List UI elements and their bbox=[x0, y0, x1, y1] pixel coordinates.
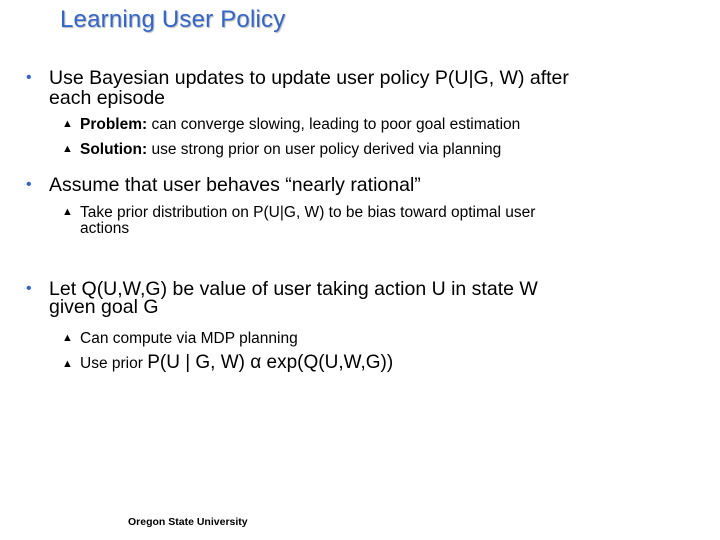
bullet-1 bbox=[26, 67, 569, 109]
bullet-dot-icon: • bbox=[26, 176, 32, 193]
sub-bullet-3-2 bbox=[62, 352, 394, 373]
sub-bullet-2-1-line1: Take prior distribution on P(U|G, W) to be bias toward optimal user bbox=[80, 204, 536, 221]
footer-university: Oregon State University bbox=[128, 516, 248, 528]
prior-formula: P(U | G, W) α exp(Q(U,W,G)) bbox=[147, 352, 394, 373]
sub-bullet-3-1 bbox=[62, 330, 298, 347]
triangle-up-icon: ▲ bbox=[62, 206, 73, 218]
bullet-dot-icon: • bbox=[26, 69, 32, 86]
sub-bullet-1-2-bold: Solution: bbox=[80, 141, 148, 158]
sub-bullet-1-2-text: use strong prior on user policy derived via planning bbox=[147, 141, 502, 158]
bullet-3 bbox=[26, 278, 538, 318]
sub-bullet-1-2 bbox=[62, 141, 502, 158]
bullet-3-line2: given goal G bbox=[49, 296, 159, 318]
triangle-up-icon: ▲ bbox=[62, 358, 73, 370]
sub-bullet-1-1-text: can converge slowing, leading to poor goal estimation bbox=[147, 116, 521, 133]
bullet-2 bbox=[26, 174, 421, 196]
bullet-dot-icon: • bbox=[26, 280, 32, 297]
sub-bullet-1-1-bold: Problem: bbox=[80, 116, 148, 133]
bullet-1-line2: each episode bbox=[49, 87, 166, 109]
sub-bullet-1-1 bbox=[62, 116, 521, 133]
sub-bullet-3-2-prefix: Use prior bbox=[80, 355, 148, 372]
sub-bullet-2-1 bbox=[62, 204, 536, 237]
bullet-1-line1: Use Bayesian updates to update user policy P(U|G, W) after bbox=[49, 67, 569, 89]
triangle-up-icon: ▲ bbox=[62, 143, 73, 155]
bullet-3-line1: Let Q(U,W,G) be value of user taking action U in state W bbox=[49, 278, 538, 300]
sub-bullet-2-1-line2: actions bbox=[80, 220, 130, 237]
bullet-2-line1: Assume that user behaves “nearly rational” bbox=[49, 174, 421, 196]
slide-title: Learning User Policy bbox=[60, 6, 286, 33]
triangle-up-icon: ▲ bbox=[62, 332, 73, 344]
triangle-up-icon: ▲ bbox=[62, 118, 73, 130]
sub-bullet-3-1-text: Can compute via MDP planning bbox=[80, 330, 298, 347]
